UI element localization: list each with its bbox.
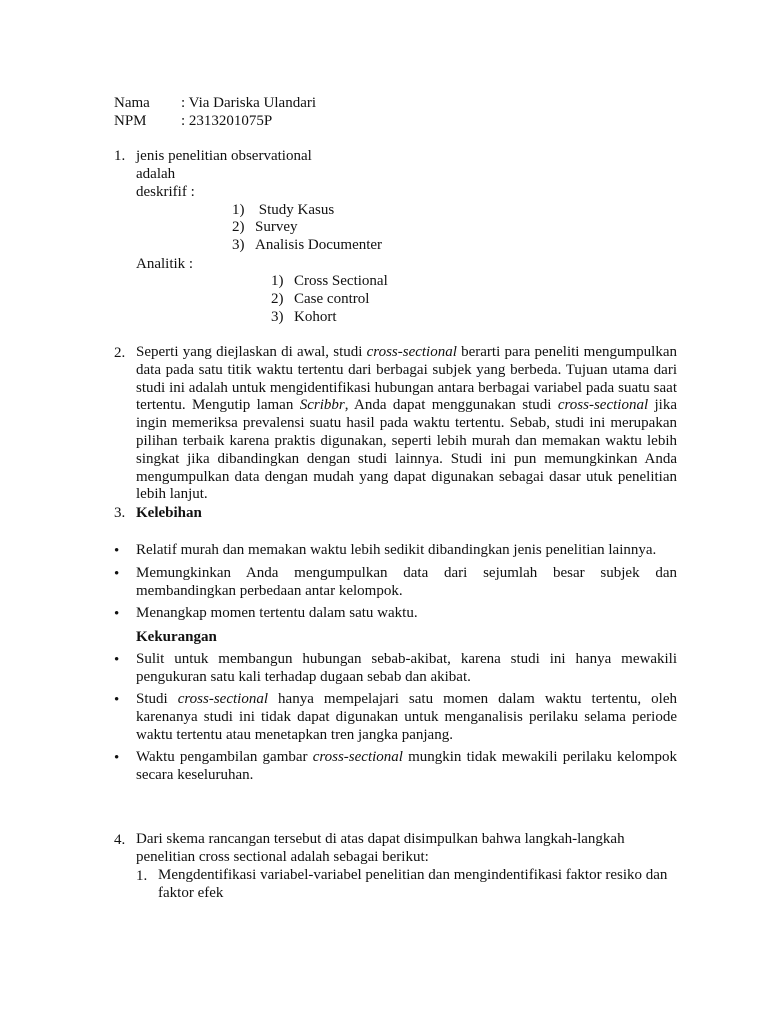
q2-number: 2. [114,345,126,361]
bullet-icon: • [114,750,120,766]
bullet-icon: • [114,543,120,559]
q4-step-text: Mengdentifikasi variabel-variabel penelitian dan mengindentifikasi faktor resiko dan faktor efek [158,867,668,901]
q3-number: 3. [114,505,126,521]
q4-step-number: 1. [136,868,148,884]
analitik-item: Kohort [294,309,337,325]
kelebihan-heading: Kelebihan [136,505,202,521]
analitik-label: Analitik : [136,256,194,272]
q4-number: 4. [114,832,126,848]
bullet-icon: • [114,652,120,668]
kekurangan-item: Sulit untuk membangun hubungan sebab-akibat, karena studi ini hanya mewakili pengukuran satu kali terhadap dugaan sebab dan akibat. [136,651,677,685]
kelebihan-item: Relatif murah dan memakan waktu lebih sedikit dibandingkan jenis penelitian lainnya. [136,542,657,558]
deskriptif-label: deskrifif : [136,184,195,200]
bullet-icon: • [114,566,120,582]
kekurangan-item: Waktu pengambilan gambar cross-sectional mungkin tidak mewakili perilaku kelompok secara keseluruhan. [136,749,677,783]
bullet-icon: • [114,692,120,708]
deskriptif-item: Analisis Documenter [255,237,383,253]
q1-number: 1. [114,148,126,164]
deskriptif-item-num: 2) [232,219,245,235]
nama-value: : Via Dariska Ulandari [181,95,317,111]
deskriptif-item-num: 3) [232,237,245,253]
q1-line2: adalah [136,166,176,182]
analitik-item: Cross Sectional [294,273,388,289]
q4-intro: Dari skema rancangan tersebut di atas dapat disimpulkan bahwa langkah-langkah penelitian cross sectional adalah sebagai berikut: [136,831,625,865]
q2-paragraph: Seperti yang diejlaskan di awal, studi cross-sectional berarti para peneliti mengumpulkan data pada satu titik waktu tertentu dari berbagai subjek yang berbeda. Tujuan utama dari studi ini adalah untuk mengidentifikasi hubungan antara berbagai variabel pada suatu saat tertentu. Mengutip laman Scribbr, Anda dapat menggunakan studi cross-sectional jika ingin memeriksa prevalensi suatu hasil pada waktu tertentu. Sebab, studi ini merupakan pilihan terbaik karena praktis digunakan, seperti lebih murah dan memakan waktu lebih singkat jika dibandingkan dengan studi lainnya. Studi ini pun memungkinkan Anda mengumpulkan data dengan mudah yang dapat digunakan sebagai dasar utuk penelitian lebih lanjut. [136,344,677,503]
analitik-item: Case control [294,291,370,307]
analitik-item-num: 3) [271,309,284,325]
q1-title: jenis penelitian observational [136,148,312,164]
deskriptif-item: Survey [255,219,298,235]
analitik-item-num: 2) [271,291,284,307]
kekurangan-heading: Kekurangan [136,629,217,645]
bullet-icon: • [114,606,120,622]
npm-value: : 2313201075P [181,113,273,129]
deskriptif-item: Study Kasus [255,202,335,218]
npm-label: NPM [114,113,147,129]
deskriptif-item-num: 1) [232,202,245,218]
kelebihan-item: Memungkinkan Anda mengumpulkan data dari sejumlah besar subjek dan membandingkan perbedaan antar kelompok. [136,565,677,599]
kelebihan-item: Menangkap momen tertentu dalam satu waktu. [136,605,418,621]
kekurangan-item: Studi cross-sectional hanya mempelajari satu momen dalam waktu tertentu, oleh karenanya studi ini tidak dapat digunakan untuk menganalisis perilaku selama periode waktu tertentu atau menetapkan tren jangka panjang. [136,691,677,743]
analitik-item-num: 1) [271,273,284,289]
nama-label: Nama [114,95,150,111]
